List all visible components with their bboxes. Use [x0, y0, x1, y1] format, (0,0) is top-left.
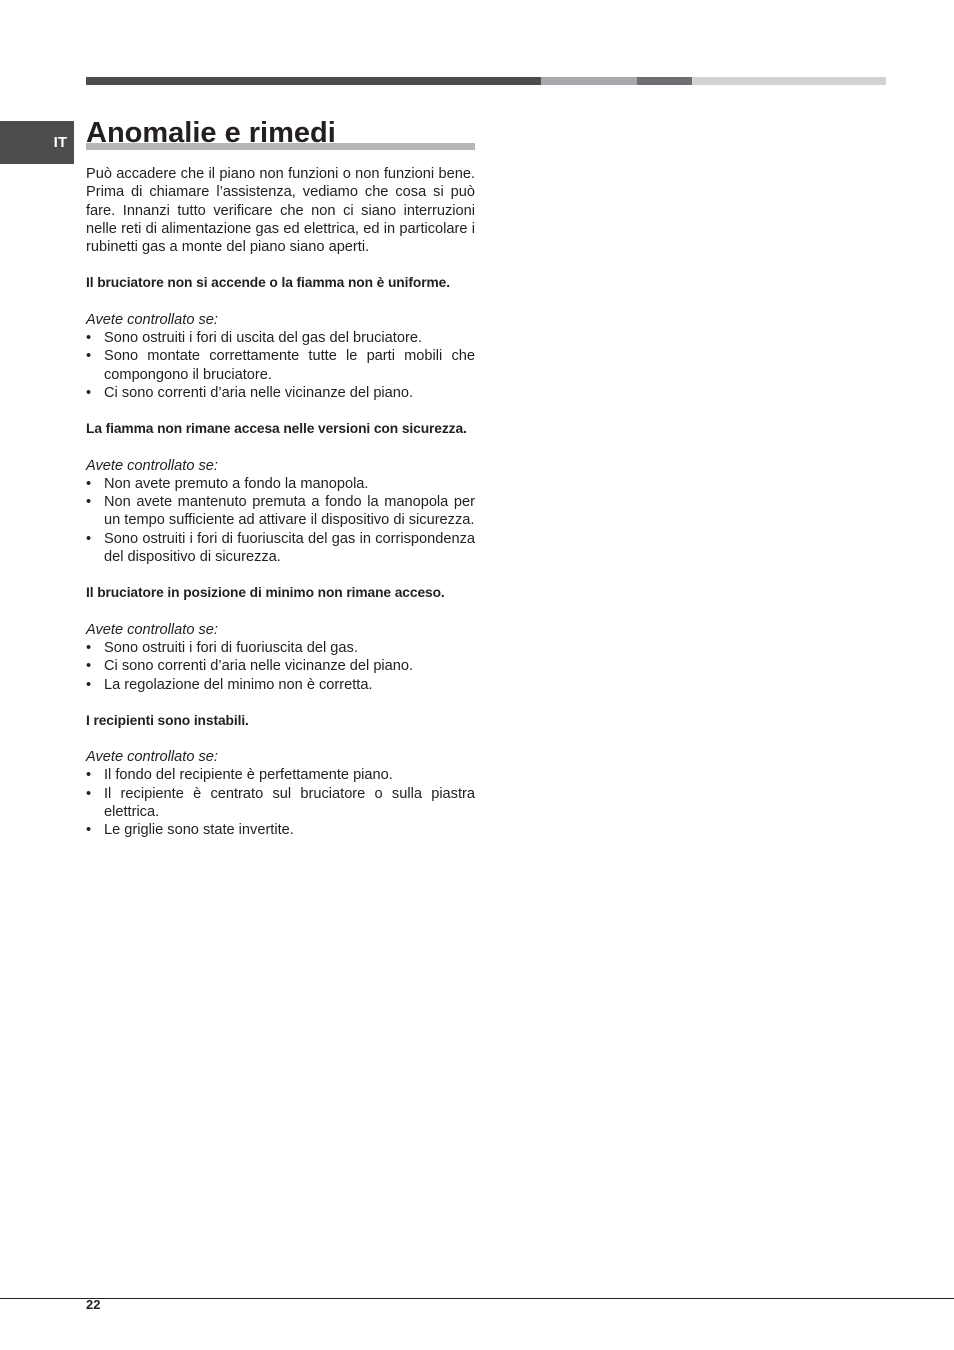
main-content: [86, 165, 475, 858]
list-item: [86, 347, 475, 384]
list-item: [86, 475, 475, 493]
list-item-text: Ci sono correnti d’aria nelle vicinanze del piano.: [104, 658, 414, 675]
section-lead: Avete controllato se:: [86, 621, 218, 638]
page-title: Anomalie e rimedi: [86, 117, 336, 149]
bullet-icon: •: [86, 822, 92, 839]
list-item: [86, 657, 475, 675]
language-tab-label: IT: [53, 134, 67, 151]
bullet-icon: •: [86, 348, 92, 365]
list-item-text: Sono ostruiti i fori di fuoriuscita del gas.: [104, 639, 358, 656]
section-heading: I recipienti sono instabili.: [86, 712, 249, 728]
bullet-icon: •: [86, 475, 92, 492]
top-bar-dark-segment: [86, 77, 541, 85]
footer-rule: [0, 1298, 954, 1299]
top-bar-light-segment: [692, 77, 886, 85]
list-item: [86, 821, 475, 839]
bullet-icon: •: [86, 785, 92, 802]
check-list: [86, 475, 475, 566]
check-list: [86, 329, 475, 402]
bullet-icon: •: [86, 767, 92, 784]
intro-paragraph: Può accadere che il piano non funzioni o non funzioni bene. Prima di chiamare l’assistenza, vediamo che cosa si può fare. Innanzi tutto verificare che non ci siano interruzioni nelle reti di alimentazione gas ed elettrica, ed in particolare i rubinetti gas a monte del piano siano aperti.: [86, 166, 475, 256]
troubleshooting-sections: [86, 274, 475, 839]
bullet-icon: •: [86, 676, 92, 693]
list-item: [86, 493, 475, 530]
list-item-text: Non avete mantenuto premuta a fondo la manopola per un tempo sufficiente ad attivare il dispositivo di sicurezza.: [104, 494, 475, 529]
list-item-text: Sono ostruiti i fori di uscita del gas del bruciatore.: [104, 330, 422, 347]
list-item: [86, 766, 475, 784]
bullet-icon: •: [86, 494, 92, 511]
bullet-icon: •: [86, 639, 92, 656]
section-lead: Avete controllato se:: [86, 457, 218, 474]
top-color-bar: [86, 77, 886, 85]
language-tab: [0, 121, 74, 164]
list-item-text: La regolazione del minimo non è corretta.: [104, 676, 373, 693]
list-item-text: Ci sono correnti d’aria nelle vicinanze del piano.: [104, 384, 414, 401]
check-list: [86, 766, 475, 839]
check-list: [86, 639, 475, 694]
page-number: 22: [86, 1297, 101, 1312]
list-item: [86, 785, 475, 822]
list-item-text: Il fondo del recipiente è perfettamente piano.: [104, 767, 393, 784]
top-bar-accent-segment: [637, 77, 692, 85]
list-item-text: Il recipiente è centrato sul bruciatore o sulla piastra elettrica.: [104, 785, 475, 821]
section-lead: Avete controllato se:: [86, 311, 218, 328]
list-item: [86, 329, 475, 347]
top-bar-mid-segment: [541, 77, 637, 85]
page-title-block: [86, 114, 475, 152]
bullet-icon: •: [86, 330, 92, 347]
section-heading: La fiamma non rimane accesa nelle versioni con sicurezza.: [86, 421, 467, 437]
list-item-text: Le griglie sono state invertite.: [104, 822, 294, 839]
list-item-text: Non avete premuto a fondo la manopola.: [104, 475, 369, 492]
section-lead: Avete controllato se:: [86, 749, 218, 766]
bullet-icon: •: [86, 658, 92, 675]
list-item: [86, 530, 475, 567]
list-item: [86, 384, 475, 402]
list-item: [86, 676, 475, 694]
list-item-text: Sono montate correttamente tutte le parti mobili che compongono il bruciatore.: [104, 348, 475, 383]
list-item: [86, 639, 475, 657]
bullet-icon: •: [86, 384, 92, 401]
section-heading: Il bruciatore non si accende o la fiamma non è uniforme.: [86, 275, 450, 291]
bullet-icon: •: [86, 530, 92, 547]
list-item-text: Sono ostruiti i fori di fuoriuscita del gas in corrispondenza del dispositivo di sicurezza.: [104, 530, 475, 566]
section-heading: Il bruciatore in posizione di minimo non rimane acceso.: [86, 585, 445, 601]
